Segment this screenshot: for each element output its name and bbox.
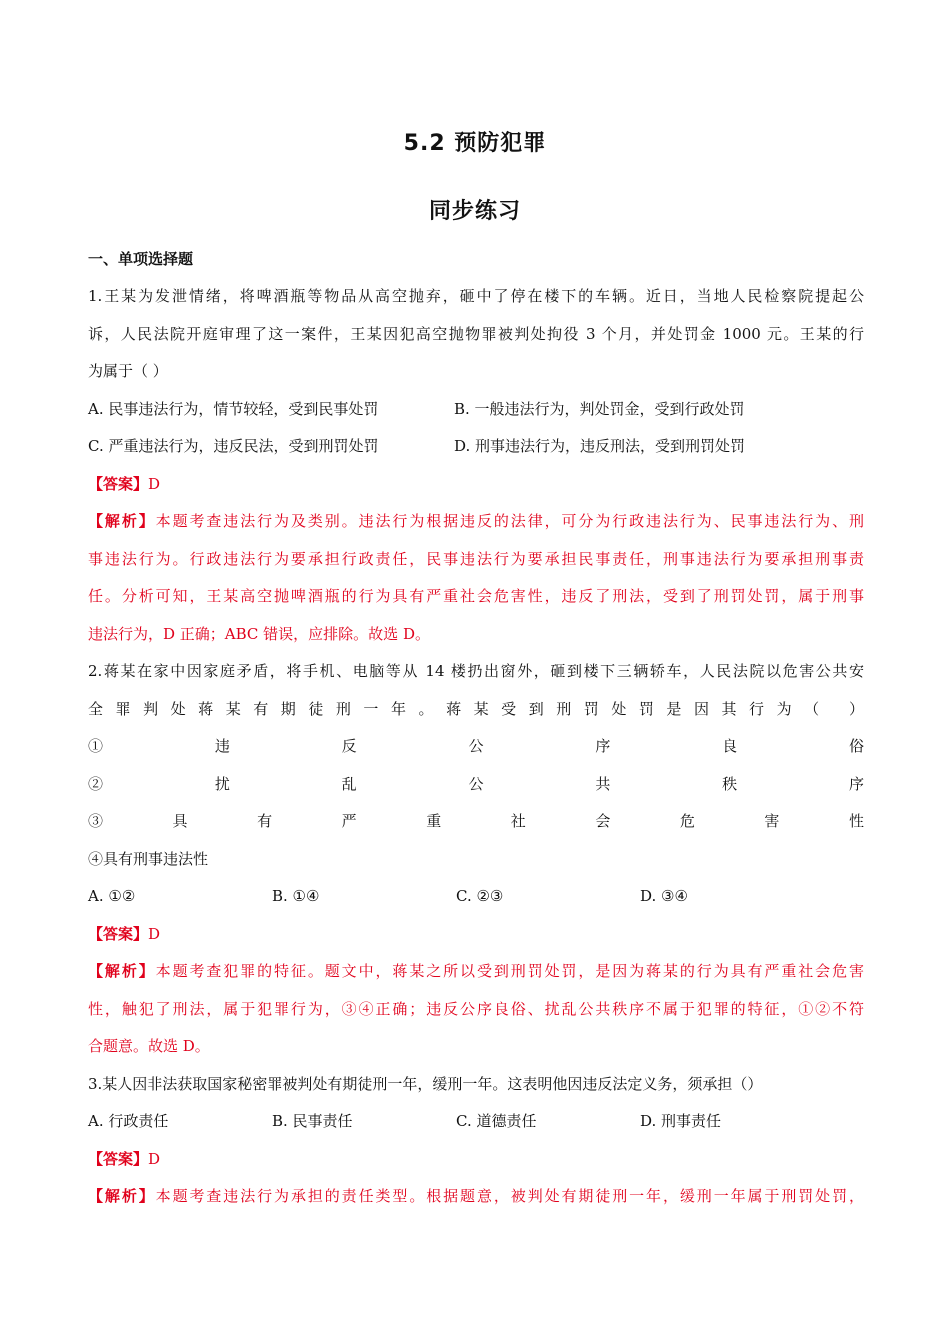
answer-tag: 【答案】 bbox=[88, 474, 149, 493]
q2-option-a: A. ①② bbox=[88, 887, 136, 905]
analysis-tag: 【解析】 bbox=[88, 512, 156, 530]
answer-tag: 【答案】 bbox=[88, 924, 149, 943]
page-subtitle: 同步练习 bbox=[428, 199, 521, 224]
q2-analysis-text-1: 本题考查犯罪的特征。题文中，蒋某之所以受到刑罚处罚，是因为蒋某的行为具有严重社会危害 bbox=[155, 962, 864, 980]
q1-option-a: A. 民事违法行为，情节较轻，受到民事处罚 bbox=[88, 399, 379, 418]
q3-option-b: B. 民事责任 bbox=[272, 1112, 353, 1130]
q1-options-row-1 bbox=[88, 391, 864, 429]
q1-analysis-text-1: 本题考查违法行为及类别。违法行为根据违反的法律，可分为行政违法行为、民事违法行为、刑 bbox=[155, 512, 864, 530]
q1-option-c: C. 严重违法行为，违反民法，受到刑罚处罚 bbox=[88, 437, 379, 455]
q1-option-d: D. 刑事违法行为，违反刑法，受到刑罚处罚 bbox=[454, 437, 746, 455]
q2-option-b: B. ①④ bbox=[272, 887, 320, 905]
answer-tag: 【答案】 bbox=[88, 1149, 149, 1168]
q2-analysis-line-2: 性，触犯了刑法，属于犯罪行为，③④正确；违反公序良俗、扰乱公共秩序不属于犯罪的特征，①②不符 bbox=[88, 999, 864, 1018]
question-list bbox=[88, 278, 864, 1216]
q3-option-d: D. 刑事责任 bbox=[640, 1112, 722, 1130]
q3-answer bbox=[88, 1141, 864, 1179]
q3-option-c: C. 道德责任 bbox=[456, 1112, 537, 1130]
q2-option-d: D. ③④ bbox=[640, 887, 688, 905]
q2-analysis-line-1 bbox=[88, 953, 864, 991]
q3-analysis-line-1 bbox=[88, 1178, 864, 1216]
q3-stem-line-1: 3.某人因非法获取国家秘密罪被判处有期徒刑一年，缓刑一年。这表明他因违反法定义务，须承担（） bbox=[88, 1074, 763, 1093]
q1-stem-line-3: 为属于（ ） bbox=[88, 362, 168, 380]
q2-answer bbox=[88, 916, 864, 954]
question-3 bbox=[88, 1066, 864, 1216]
q1-answer-value: D bbox=[148, 474, 161, 493]
analysis-tag: 【解析】 bbox=[88, 962, 156, 980]
question-2 bbox=[88, 653, 864, 1066]
q1-analysis-line-2: 事违法行为。行政违法行为要承担行政责任，民事违法行为要承担民事责任，刑事违法行为要承担刑事责 bbox=[88, 549, 864, 568]
question-1 bbox=[88, 278, 864, 653]
q3-option-a: A. 行政责任 bbox=[88, 1112, 169, 1130]
q2-option-c: C. ②③ bbox=[456, 887, 504, 905]
q2-options-row bbox=[88, 878, 864, 916]
q2-item-2: ②扰乱公共秩序 bbox=[88, 774, 864, 793]
q1-analysis-line-3: 任。分析可知，王某高空抛啤酒瓶的行为具有严重社会危害性，违反了刑法，受到了刑罚处罚，属于刑事 bbox=[88, 587, 864, 605]
q2-item-3: ③具有严重社会危害性 bbox=[88, 812, 864, 830]
q1-analysis-line-4: 违法行为，D 正确；ABC 错误，应排除。故选 D。 bbox=[88, 624, 430, 643]
q2-stem-line-1: 2.蒋某在家中因家庭矛盾，将手机、电脑等从 14 楼扔出窗外，砸到楼下三辆轿车，人民法院以危害公共安 bbox=[88, 662, 864, 680]
analysis-tag: 【解析】 bbox=[88, 1187, 156, 1205]
q3-answer-value: D bbox=[148, 1149, 161, 1168]
q1-answer bbox=[88, 466, 864, 504]
section-title: 一、单项选择题 bbox=[88, 250, 194, 268]
q1-stem-line-1: 1.王某为发泄情绪，将啤酒瓶等物品从高空抛弃，砸中了停在楼下的车辆。近日，当地人民检察院提起公 bbox=[88, 287, 864, 305]
q1-stem-line-2: 诉，人民法院开庭审理了这一案件，王某因犯高空抛物罪被判处拘役 3 个月，并处罚金 1000 元。王某的行 bbox=[88, 324, 864, 343]
q1-option-b: B. 一般违法行为，判处罚金，受到行政处罚 bbox=[454, 399, 745, 418]
q2-stem-line-2: 全罪判处蒋某有期徒刑一年。蒋某受到刑罚处罚是因其行为（ ） bbox=[88, 699, 864, 718]
q3-analysis-text-1: 本题考查违法行为承担的责任类型。根据题意，被判处有期徒刑一年，缓刑一年属于刑罚处罚， bbox=[155, 1187, 864, 1205]
q1-options-row-2 bbox=[88, 428, 864, 466]
q1-analysis-line-1 bbox=[88, 503, 864, 541]
page-title: 5.2 预防犯罪 bbox=[403, 131, 547, 156]
q2-answer-value: D bbox=[148, 924, 161, 943]
q3-options-row bbox=[88, 1103, 864, 1141]
q2-item-1: ①违反公序良俗 bbox=[88, 737, 864, 755]
q2-analysis-line-3: 合题意。故选 D。 bbox=[88, 1037, 210, 1055]
q2-item-4: ④具有刑事违法性 bbox=[88, 849, 209, 868]
